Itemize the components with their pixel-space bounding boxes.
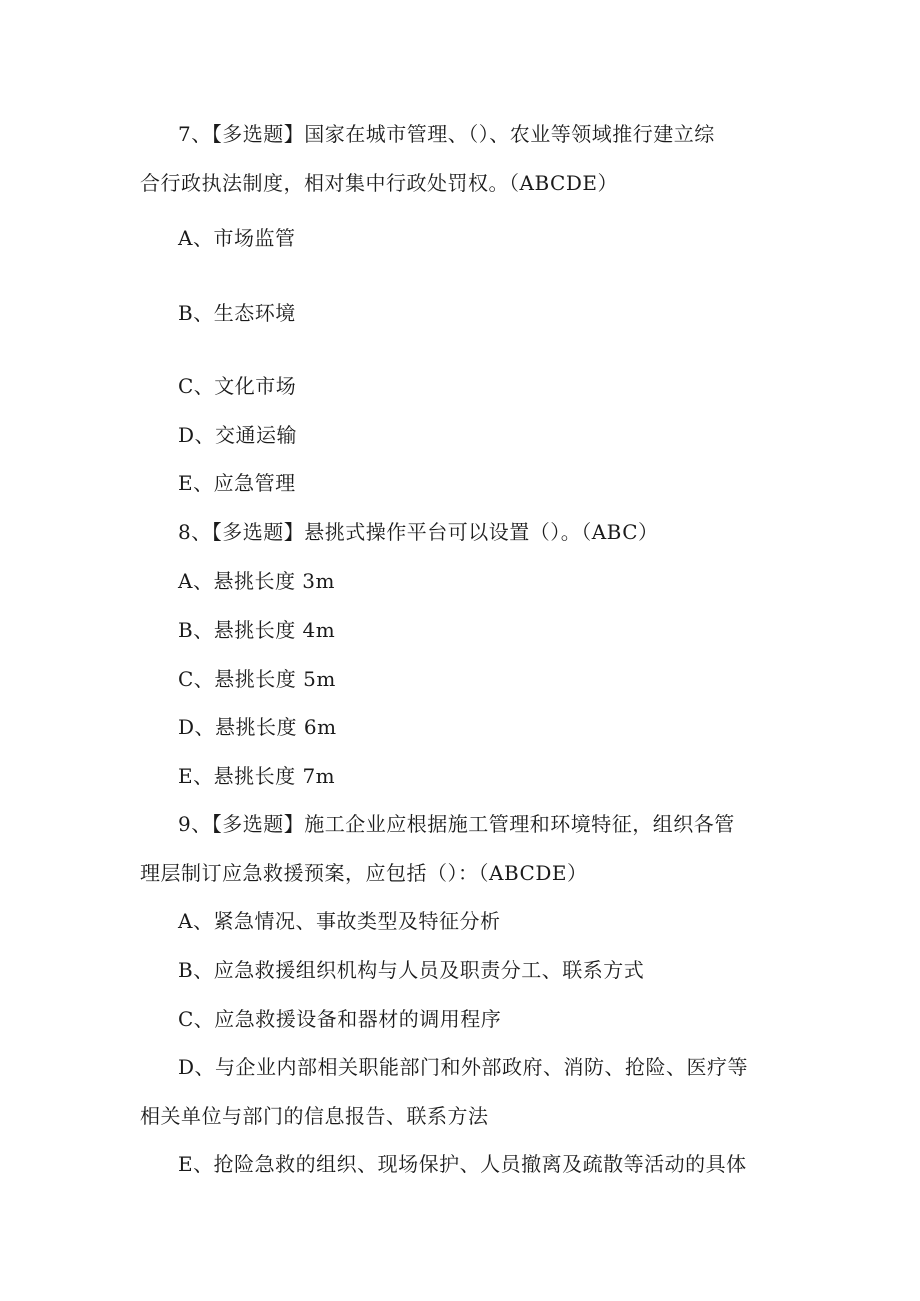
- question-9-option-c: C、应急救援设备和器材的调用程序: [178, 1007, 502, 1031]
- question-8-option-b: B、悬挑长度 4m: [178, 618, 336, 642]
- question-7-line-1: 7、【多选题】国家在城市管理、（）、农业等领域推行建立综: [178, 122, 715, 146]
- question-8-line-1: 8、【多选题】悬挑式操作平台可以设置（）。（ABC）: [178, 520, 659, 544]
- question-8-option-d: D、悬挑长度 6m: [178, 715, 337, 739]
- question-9-option-d-line-1: D、与企业内部相关职能部门和外部政府、消防、抢险、医疗等: [178, 1055, 749, 1079]
- question-7-option-e: E、应急管理: [178, 471, 296, 495]
- question-7-option-d: D、交通运输: [178, 423, 298, 447]
- question-9-option-d-line-2: 相关单位与部门的信息报告、联系方法: [140, 1104, 489, 1128]
- question-9-option-a: A、紧急情况、事故类型及特征分析: [178, 909, 501, 933]
- question-9-line-2: 理层制订应急救援预案，应包括（）：（ABCDE）: [140, 861, 588, 885]
- question-7-option-a: A、市场监管: [178, 226, 296, 250]
- question-7-line-2: 合行政执法制度，相对集中行政处罚权。（ABCDE）: [140, 171, 618, 195]
- question-9-line-1: 9、【多选题】施工企业应根据施工管理和环境特征，组织各管: [178, 812, 735, 836]
- question-8-option-c: C、悬挑长度 5m: [178, 667, 336, 691]
- question-7-option-b: B、生态环境: [178, 301, 296, 325]
- question-9-option-b: B、应急救援组织机构与人员及职责分工、联系方式: [178, 958, 645, 982]
- question-8-option-e: E、悬挑长度 7m: [178, 764, 336, 788]
- question-9-option-e-line-1: E、抢险急救的组织、现场保护、人员撤离及疏散等活动的具体: [178, 1152, 747, 1176]
- question-7-option-c: C、文化市场: [178, 374, 297, 398]
- question-8-option-a: A、悬挑长度 3m: [178, 569, 335, 593]
